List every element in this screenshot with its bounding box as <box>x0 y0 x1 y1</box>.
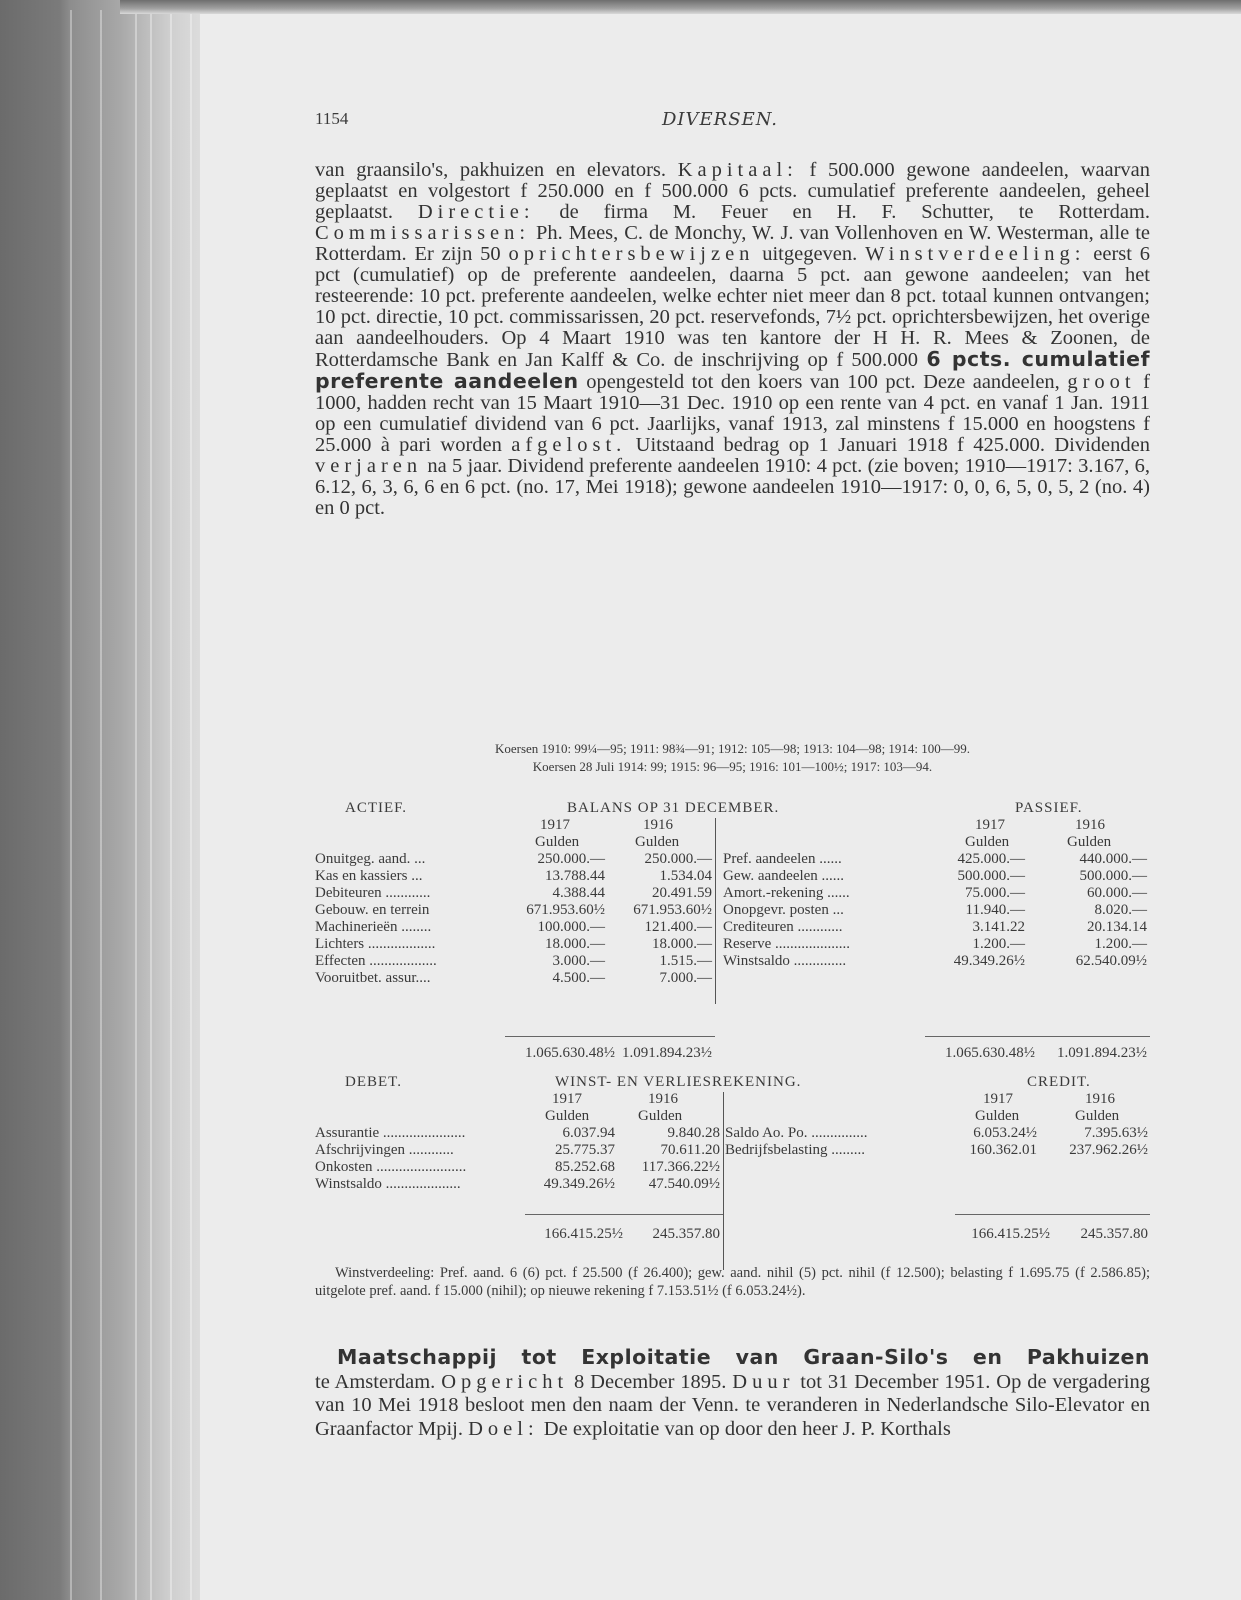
row-label: Lichters .................. <box>315 936 436 952</box>
value-1916: 117.366.22½ <box>641 1159 720 1175</box>
total-rule <box>955 1214 1150 1215</box>
row-label: Onopgevr. posten ... <box>723 902 844 918</box>
row-label: Vooruitbet. assur.... <box>315 970 431 986</box>
company-name: Maatschappij tot Exploitatie van Graan-Silo's en Pakhuizen <box>337 1345 1150 1369</box>
value-1917: 6.037.94 <box>562 1125 615 1141</box>
total-actief-1917: 1.065.630.48½ <box>525 1045 615 1061</box>
col-year-1916: 1916 <box>1085 1091 1115 1107</box>
value-1916: 60.000.— <box>1087 885 1147 901</box>
text-run: De exploitatie van op door den heer J. P. Korthals <box>538 1417 951 1440</box>
spaced-term-afgelost: afgelost. <box>511 434 627 456</box>
value-1916: 500.000.— <box>1079 868 1147 884</box>
koersen-line-1: Koersen 1910: 99¼—95; 1911: 98¾—91; 1912: 105—98; 1913: 104—98; 1914: 100—99. <box>494 741 971 756</box>
text-run: te Amsterdam. <box>315 1370 442 1393</box>
row-label: Pref. aandeelen ...... <box>723 851 842 867</box>
row-label: Winstsaldo .................... <box>315 1176 461 1192</box>
value-1917: 4.500.— <box>552 970 605 986</box>
col-currency: Gulden <box>1067 834 1112 850</box>
col-year-1916: 1916 <box>1075 817 1105 833</box>
page-number: 1154 <box>315 109 349 128</box>
col-year-1917: 1917 <box>975 817 1005 833</box>
total-rule <box>925 1036 1150 1037</box>
value-1916: 8.020.— <box>1094 902 1147 918</box>
total-rule <box>505 1036 715 1037</box>
value-1917: 18.000.— <box>545 936 605 952</box>
value-1917: 100.000.— <box>537 919 605 935</box>
col-currency: Gulden <box>635 834 680 850</box>
bold-term-preferente: 6 pcts. cumulatief preferente aandeelen <box>315 347 1150 393</box>
col-currency: Gulden <box>965 834 1010 850</box>
row-label: Onkosten ........................ <box>315 1159 467 1175</box>
value-1916: 70.611.20 <box>660 1142 720 1158</box>
value-1917: 1.200.— <box>972 936 1025 952</box>
text-run: tot 31 December 1951. Op de vergadering van 10 Mei 1918 besloot men den naam der Venn. te veranderen in Nederlandsche Silo-Elevator en Graanfactor Mpij. <box>315 1370 1150 1440</box>
value-1916: 47.540.09½ <box>648 1176 720 1192</box>
credit-title: CREDIT. <box>1027 1074 1091 1090</box>
row-label: Debiteuren ............ <box>315 885 431 901</box>
col-year-1917: 1917 <box>540 817 570 833</box>
row-label: Winstsaldo .............. <box>723 953 847 969</box>
balance-sheet-table <box>315 800 1150 1061</box>
company-description-paragraph <box>315 160 1150 519</box>
text-run: f 1000, hadden recht van 15 Maart 1910—31 Dec. 1910 op een rente van 4 pct. en vanaf 1 Jan. 1911 op een cumulatief dividend van 6 pct. Jaarlijks, vanaf 1913, zal minstens f 15.000 en hoogstens f 25.000 à pari worden <box>315 371 1150 456</box>
book-top-edge <box>120 0 1241 14</box>
row-label: Gebouw. en terrein <box>315 902 430 918</box>
value-1916: 121.400.— <box>644 919 712 935</box>
value-1917: 3.000.— <box>552 953 605 969</box>
text-run: van graansilo's, pakhuizen en elevators. <box>315 159 678 181</box>
passief-title: PASSIEF. <box>1015 800 1083 816</box>
col-year-1917: 1917 <box>983 1091 1013 1107</box>
spaced-term-oprichtersbewijzen: oprichtersbewijzen <box>508 243 755 265</box>
text-run: Ph. Mees, C. de Monchy, W. J. van Vollenhoven en W. Westerman, alle te Rotterdam. Er zijn 50 <box>315 222 1150 265</box>
row-label: Kas en kassiers ... <box>315 868 423 884</box>
row-label: Effecten .................. <box>315 953 437 969</box>
row-label: Gew. aandeelen ...... <box>723 868 845 884</box>
col-currency: Gulden <box>545 1108 590 1124</box>
row-label: Crediteuren ............ <box>723 919 843 935</box>
value-1917: 671.953.60½ <box>526 902 605 918</box>
value-1916: 440.000.— <box>1079 851 1147 867</box>
actief-title: ACTIEF. <box>345 800 408 816</box>
text-run: 8 December 1895. <box>568 1370 733 1393</box>
text-run: Uitstaand bedrag op 1 Januari 1918 f 425.000. Dividenden <box>626 434 1150 456</box>
profit-loss-table <box>315 1074 1150 1264</box>
spaced-term-duur: Duur <box>732 1370 795 1393</box>
total-credit-1917: 166.415.25½ <box>971 1226 1050 1242</box>
row-label: Saldo Ao. Po. ............... <box>725 1125 868 1141</box>
winstverdeeling-note: Winstverdeeling: Pref. aand. 6 (6) pct. f 25.500 (f 26.400); gew. aand. nihil (5) pct. nihil (f 12.500); belasting f 1.695.75 (f 2.586.85); uitgelote pref. aand. f 15.000 (nihil); op nieuwe rekening f 7.153.51½ (f 6.053.24½). <box>315 1265 1150 1299</box>
spaced-term-commissarissen: Commissarissen: <box>315 222 531 244</box>
scanned-page <box>200 14 1241 1600</box>
total-rule <box>525 1214 723 1215</box>
value-1917: 49.349.26½ <box>543 1176 615 1192</box>
next-company-entry <box>315 1346 1150 1441</box>
value-1916: 237.962.26½ <box>1069 1142 1148 1158</box>
row-label: Assurantie ...................... <box>315 1125 466 1141</box>
text-run: na 5 jaar. Dividend preferente aandeelen 1910: 4 pct. (zie boven; 1910—1917: 3.167, 6, 6.12, 6, 3, 6, 6 en 6 pct. (no. 17, Mei 1918); gewone aandeelen 1910—1917: 0, 0, 6, 5, 0, 5, 2 (no. 4) en 0 pct. <box>315 455 1150 519</box>
col-year-1917: 1917 <box>552 1091 582 1107</box>
value-1916: 1.534.04 <box>659 868 712 884</box>
row-label: Onuitgeg. aand. ... <box>315 851 426 867</box>
row-label: Machinerieën ........ <box>315 919 432 935</box>
value-1917: 4.388.44 <box>552 885 605 901</box>
value-1916: 671.953.60½ <box>633 902 712 918</box>
value-1917: 160.362.01 <box>969 1142 1037 1158</box>
text-run: opengesteld tot den koers van 100 pct. Deze aandeelen, <box>578 371 1068 393</box>
value-1916: 7.395.63½ <box>1084 1125 1148 1141</box>
total-actief-1916: 1.091.894.23½ <box>622 1045 712 1061</box>
text-run: uitgegeven. <box>754 243 866 265</box>
total-credit-1916: 245.357.80 <box>1080 1226 1148 1242</box>
value-1916: 7.000.— <box>659 970 712 986</box>
table-divider <box>723 1092 724 1270</box>
value-1917: 3.141.22 <box>972 919 1025 935</box>
value-1917: 25.775.37 <box>555 1142 615 1158</box>
book-page-edges <box>0 0 215 1600</box>
text-run: f 500.000 gewone aandeelen, waarvan geplaatst en volgestort f 250.000 en f 500.000 6 pcts. cumulatief preferente aandeelen, geheel geplaatst. <box>315 159 1150 223</box>
value-1917: 13.788.44 <box>545 868 605 884</box>
spaced-term-winstverdeeling: Winstverdeeling: <box>865 243 1086 265</box>
row-label: Reserve .................... <box>723 936 851 952</box>
spaced-term-groot: groot <box>1067 371 1136 393</box>
value-1916: 250.000.— <box>644 851 712 867</box>
text-run: de firma M. Feuer en H. F. Schutter, te Rotterdam. <box>534 201 1150 223</box>
spaced-term-verjaren: verjaren <box>315 455 423 477</box>
value-1916: 9.840.28 <box>667 1125 720 1141</box>
row-label: Amort.-rekening ...... <box>723 885 850 901</box>
col-year-1916: 1916 <box>643 817 673 833</box>
value-1916: 1.515.— <box>659 953 712 969</box>
table-divider <box>715 818 716 1004</box>
balans-title: BALANS OP 31 DECEMBER. <box>567 800 780 816</box>
value-1916: 18.000.— <box>652 936 712 952</box>
value-1917: 11.940.— <box>965 902 1025 918</box>
row-label: Bedrijfsbelasting ......... <box>725 1142 865 1158</box>
value-1916: 20.134.14 <box>1087 919 1147 935</box>
value-1917: 49.349.26½ <box>953 953 1025 969</box>
col-currency: Gulden <box>535 834 580 850</box>
value-1917: 425.000.— <box>957 851 1025 867</box>
total-debet-1916: 245.357.80 <box>652 1226 720 1242</box>
row-label: Afschrijvingen ............ <box>315 1142 454 1158</box>
spaced-term-kapitaal: Kapitaal: <box>677 159 798 181</box>
total-debet-1917: 166.415.25½ <box>544 1226 623 1242</box>
value-1917: 500.000.— <box>957 868 1025 884</box>
value-1916: 20.491.59 <box>652 885 712 901</box>
running-title: DIVERSEN. <box>662 109 779 130</box>
value-1916: 1.200.— <box>1094 936 1147 952</box>
value-1916: 62.540.09½ <box>1075 953 1147 969</box>
winst-title: WINST- EN VERLIESREKENING. <box>555 1074 802 1090</box>
col-year-1916: 1916 <box>648 1091 678 1107</box>
debet-title: DEBET. <box>345 1074 402 1090</box>
value-1917: 85.252.68 <box>555 1159 615 1175</box>
spaced-term-directie: Directie: <box>417 201 535 223</box>
total-passief-1917: 1.065.630.48½ <box>945 1045 1035 1061</box>
spaced-term-opgericht: Opgericht <box>441 1370 569 1393</box>
text-run: eerst 6 pct (cumulatief) op de preferente aandeelen, daarna 5 pct. aan gewone aandeelen; van het resteerende: 10 pct. preferente aandeelen, welke echter niet meer dan 8 pct. totaal kunnen ontvangen; 10 pct. directie, 10 pct. commissarissen, 20 pct. reservefonds, 7½ pct. oprichtersbewijzen, het overige aan aandeelhouders. Op 4 Maart 1910 was ten kantore der H H. R. Mees & Zoonen, de Rotterdamsche Bank en Jan Kalff & Co. de inschrijving op f 500.000 <box>315 243 1150 371</box>
value-1917: 250.000.— <box>537 851 605 867</box>
value-1917: 75.000.— <box>965 885 1025 901</box>
spaced-term-doel: Doel: <box>468 1417 539 1440</box>
col-currency: Gulden <box>638 1108 683 1124</box>
value-1917: 6.053.24½ <box>973 1125 1037 1141</box>
total-passief-1916: 1.091.894.23½ <box>1057 1045 1147 1061</box>
col-currency: Gulden <box>1075 1108 1120 1124</box>
koersen-line-2: Koersen 28 Juli 1914: 99; 1915: 96—95; 1916: 101—100½; 1917: 103—94. <box>532 759 933 774</box>
col-currency: Gulden <box>975 1108 1020 1124</box>
